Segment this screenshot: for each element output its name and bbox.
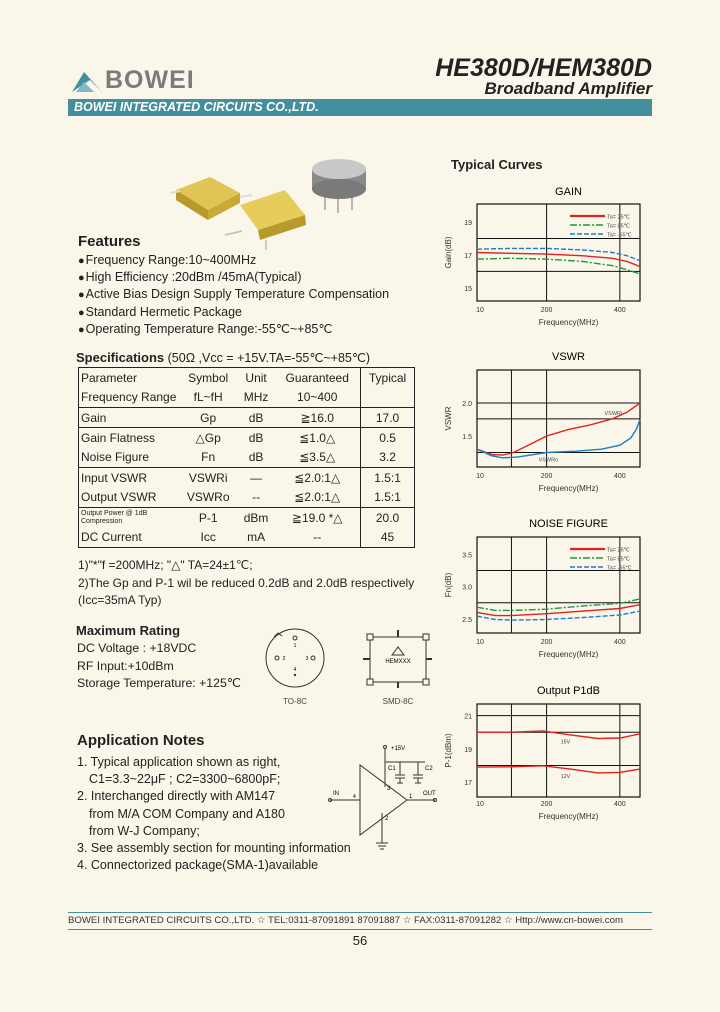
cell-guaranteed: ≦1.0△ xyxy=(299,430,336,445)
gold-package-1 xyxy=(170,177,252,220)
application-schematic xyxy=(325,740,445,855)
note-item: C1=3.3~22μF ; C2=3300~6800pF; xyxy=(89,772,281,787)
company-logo xyxy=(72,68,195,92)
specifications-table xyxy=(78,367,415,548)
cell-parameter: Frequency Range xyxy=(79,388,179,408)
cell-symbol: Gp xyxy=(179,408,238,428)
y-tick-label: 17 xyxy=(464,252,472,260)
cell-symbol: Icc xyxy=(200,530,216,545)
y-axis-label: P-1(dBm) xyxy=(444,733,453,768)
legend-label: Ta= 85℃ xyxy=(607,556,630,563)
cell-typical: 20.0 xyxy=(361,508,415,528)
vswr-chart xyxy=(440,350,660,500)
x-axis-label: Frequency(MHz) xyxy=(538,812,599,821)
cell-unit: -- xyxy=(238,488,274,508)
table-row xyxy=(79,488,415,508)
table-row xyxy=(79,508,415,528)
series-label: VSWRi xyxy=(604,410,623,417)
y-tick-label: 1.5 xyxy=(462,433,472,441)
y-axis-label: Fn(dB) xyxy=(444,572,453,598)
logo-text: BOWEI xyxy=(105,66,195,94)
x-axis-label: Frequency(MHz) xyxy=(538,650,599,659)
column-header: Parameter xyxy=(81,370,138,385)
note: (Icc=35mA Typ) xyxy=(78,593,162,607)
product-subtitle: Broadband Amplifier xyxy=(484,79,652,98)
product-title: HE380D/HEM380D xyxy=(435,54,652,82)
maximum-rating-heading: Maximum Rating xyxy=(76,623,181,638)
cell-symbol: fL~fH xyxy=(179,388,238,408)
package-drawings xyxy=(260,625,450,710)
column-header: Symbol xyxy=(188,370,229,385)
note-item: 1. Typical application shown as right, xyxy=(77,755,281,769)
cell-unit: dB xyxy=(238,448,274,468)
cell-symbol: VSWRo xyxy=(179,488,238,508)
y-tick-label: 3.5 xyxy=(462,552,472,560)
column-header: Unit xyxy=(245,370,267,385)
x-tick-label: 400 xyxy=(614,801,626,808)
specifications-conditions: (50Ω ,Vcc = +15V.TA=-55℃~+85℃) xyxy=(167,351,371,365)
note: 2)The Gp and P-1 wil be reduced 0.2dB and 2.0dB respectively xyxy=(78,575,415,590)
footer-text: BOWEI INTEGRATED CIRCUITS CO.,LTD. ☆ TEL:0311-87091891 87091887 ☆ FAX:0311-87091282 ☆ Http://www.cn-bowei.com xyxy=(68,915,623,926)
y-axis-label: VSWR xyxy=(444,406,453,431)
series-label: 12V xyxy=(560,773,571,780)
y-tick-label: 17 xyxy=(464,780,472,788)
feature-item: ● High Efficiency :20dBm /45mA(Typical) xyxy=(78,269,389,286)
table-row xyxy=(79,388,415,408)
pin-label: 1 xyxy=(293,643,297,649)
note: 1)"*"f =200MHz; "△" TA=24±1℃; xyxy=(78,558,253,572)
y-tick-label: 2.5 xyxy=(462,616,472,624)
smd-label: SMD-8C xyxy=(382,697,414,706)
specification-notes xyxy=(78,557,414,610)
chart-title: Output P1dB xyxy=(537,685,600,697)
cell-guaranteed: -- xyxy=(313,530,322,545)
x-tick-label: 400 xyxy=(614,639,626,646)
series-label: VSWRo xyxy=(538,457,559,464)
smd-marking: HEMXXX xyxy=(385,659,411,665)
cell-symbol: Fn xyxy=(179,448,238,468)
cell-parameter: Gain Flatness xyxy=(81,430,156,445)
x-tick-label: 200 xyxy=(540,473,553,480)
y-tick-label: 19 xyxy=(464,746,472,754)
cell-guaranteed: ≦2.0:1△ xyxy=(274,488,360,508)
pin-vcc-label: 3 xyxy=(387,786,391,792)
cell-typical: 0.5 xyxy=(361,428,415,448)
y-tick-label: 3.0 xyxy=(462,584,472,592)
cell-guaranteed: ≧16.0 xyxy=(274,408,360,428)
note-item: from M/A COM Company and A180 xyxy=(89,806,285,821)
x-tick-label: 200 xyxy=(540,801,553,808)
y-axis-label: Gain(dB) xyxy=(444,236,453,269)
footer-divider xyxy=(68,912,652,913)
cell-symbol: P-1 xyxy=(198,510,218,525)
smd8-package-drawing xyxy=(363,630,432,706)
series-label: 15V xyxy=(560,739,571,746)
feature-item: ● Standard Hermetic Package xyxy=(78,304,389,321)
y-tick-label: 21 xyxy=(464,713,472,721)
x-tick-label: 400 xyxy=(614,473,626,480)
pin-label: 4 xyxy=(293,667,297,673)
metal-can-package xyxy=(312,159,366,213)
note-item: 4. Connectorized package(SMA-1)available xyxy=(77,858,319,873)
y-tick-label: 19 xyxy=(464,220,472,228)
column-header: Guaranteed xyxy=(285,370,349,385)
p1db-chart xyxy=(440,684,660,834)
specifications-heading xyxy=(76,350,370,365)
x-tick-label: 10 xyxy=(476,307,484,314)
cell-typical xyxy=(361,388,415,408)
cell-guaranteed: 10~400 xyxy=(274,388,360,408)
cell-unit: MHz xyxy=(238,388,274,408)
cell-typical: 1.5:1 xyxy=(361,488,415,508)
gain-chart xyxy=(440,185,660,335)
table-header-row xyxy=(79,368,415,388)
logo-mark-icon xyxy=(72,70,102,92)
table-row xyxy=(79,468,415,488)
pin-in-label: 4 xyxy=(353,794,356,800)
legend-label: Ta= 25℃ xyxy=(607,547,630,554)
x-tick-label: 200 xyxy=(540,307,553,314)
cell-unit: dB xyxy=(248,430,264,445)
x-tick-label: 10 xyxy=(476,801,484,808)
y-tick-label: 15 xyxy=(464,285,472,293)
series-line xyxy=(477,766,640,773)
features-heading: Features xyxy=(78,233,141,250)
cell-parameter: Output VSWR xyxy=(79,488,179,508)
x-tick-label: 10 xyxy=(476,473,484,480)
series-line xyxy=(477,605,640,616)
cell-guaranteed: ≦2.0:1△ xyxy=(294,470,341,485)
legend-label: Ta= -55℃ xyxy=(607,565,632,572)
table-row xyxy=(79,528,415,548)
x-tick-label: 400 xyxy=(614,307,626,314)
cell-unit: mA xyxy=(247,530,266,545)
pin-label: 2 xyxy=(282,656,286,662)
x-tick-label: 200 xyxy=(540,639,553,646)
note-item: 3. See assembly section for mounting information xyxy=(77,841,351,856)
pin-out-label: 1 xyxy=(409,794,413,800)
feature-item: ● Active Bias Design Supply Temperature Compensation xyxy=(78,286,389,303)
x-axis-label: Frequency(MHz) xyxy=(538,318,599,327)
column-header: Typical xyxy=(361,368,415,388)
cell-unit: — xyxy=(250,470,263,485)
cell-symbol: VSWRi xyxy=(188,470,228,485)
table-row xyxy=(79,428,415,448)
cell-typical: 1.5:1 xyxy=(361,468,415,488)
features-list xyxy=(78,252,389,338)
pin-label: 3 xyxy=(305,656,309,662)
cell-symbol: △Gp xyxy=(195,430,221,445)
typical-curves-heading: Typical Curves xyxy=(451,157,543,172)
specifications-title: Specifications xyxy=(76,350,165,365)
c1-label: C1 xyxy=(388,766,396,772)
company-band: BOWEI INTEGRATED CIRCUITS CO.,LTD. xyxy=(68,99,652,116)
cell-parameter: Gain xyxy=(79,408,179,428)
out-label: OUT xyxy=(423,791,436,797)
chart-title: VSWR xyxy=(552,351,585,363)
table-row xyxy=(79,448,415,468)
note-item: 2. Interchanged directly with AM147 xyxy=(77,789,276,804)
rating-item: RF Input:+10dBm xyxy=(77,658,174,673)
cell-guaranteed: ≧19.0 *△ xyxy=(291,510,343,525)
c2-label: C2 xyxy=(425,766,433,772)
cell-unit: dBm xyxy=(243,510,269,525)
plot-frame xyxy=(477,704,640,797)
legend-label: Ta= 25℃ xyxy=(607,214,630,221)
feature-item: ● Operating Temperature Range:-55℃~+85℃ xyxy=(78,321,389,338)
footer-divider xyxy=(68,929,652,930)
chart-title: GAIN xyxy=(555,186,582,198)
note-item: from W-J Company; xyxy=(89,823,200,838)
pin-gnd-label: 2 xyxy=(385,816,389,822)
page-number: 56 xyxy=(352,933,368,948)
maximum-rating-list xyxy=(77,640,241,693)
feature-item: ● Frequency Range:10~400MHz xyxy=(78,252,389,269)
cell-typical: 17.0 xyxy=(361,408,415,428)
cell-guaranteed: ≦3.5△ xyxy=(274,448,360,468)
product-photos xyxy=(170,155,390,255)
in-label: IN xyxy=(333,791,339,797)
x-axis-label: Frequency(MHz) xyxy=(538,484,599,493)
to8-package-drawing xyxy=(266,629,324,706)
cell-typical: 3.2 xyxy=(361,448,415,468)
y-tick-label: 2.0 xyxy=(462,400,472,408)
cell-parameter: Input VSWR xyxy=(81,470,148,485)
cell-parameter: DC Current xyxy=(81,530,142,545)
cell-unit: dB xyxy=(238,408,274,428)
table-row xyxy=(79,408,415,428)
x-tick-label: 10 xyxy=(476,639,484,646)
chart-title: NOISE FIGURE xyxy=(529,518,608,530)
cell-parameter: Noise Figure xyxy=(79,448,179,468)
rating-item: DC Voltage : +18VDC xyxy=(77,641,197,655)
legend-label: Ta= 85℃ xyxy=(607,223,630,230)
vcc-label: +15V xyxy=(391,746,406,752)
cell-typical: 45 xyxy=(361,528,415,548)
legend-label: Ta= -55℃ xyxy=(607,232,632,239)
to8-label: TO-8C xyxy=(283,697,307,706)
cell-parameter: Output Power @ 1dB Compression xyxy=(81,509,148,525)
noise-figure-chart xyxy=(440,517,660,667)
application-notes-heading: Application Notes xyxy=(77,732,205,749)
application-notes-list xyxy=(77,754,351,874)
rating-item: Storage Temperature: +125℃ xyxy=(77,676,241,690)
